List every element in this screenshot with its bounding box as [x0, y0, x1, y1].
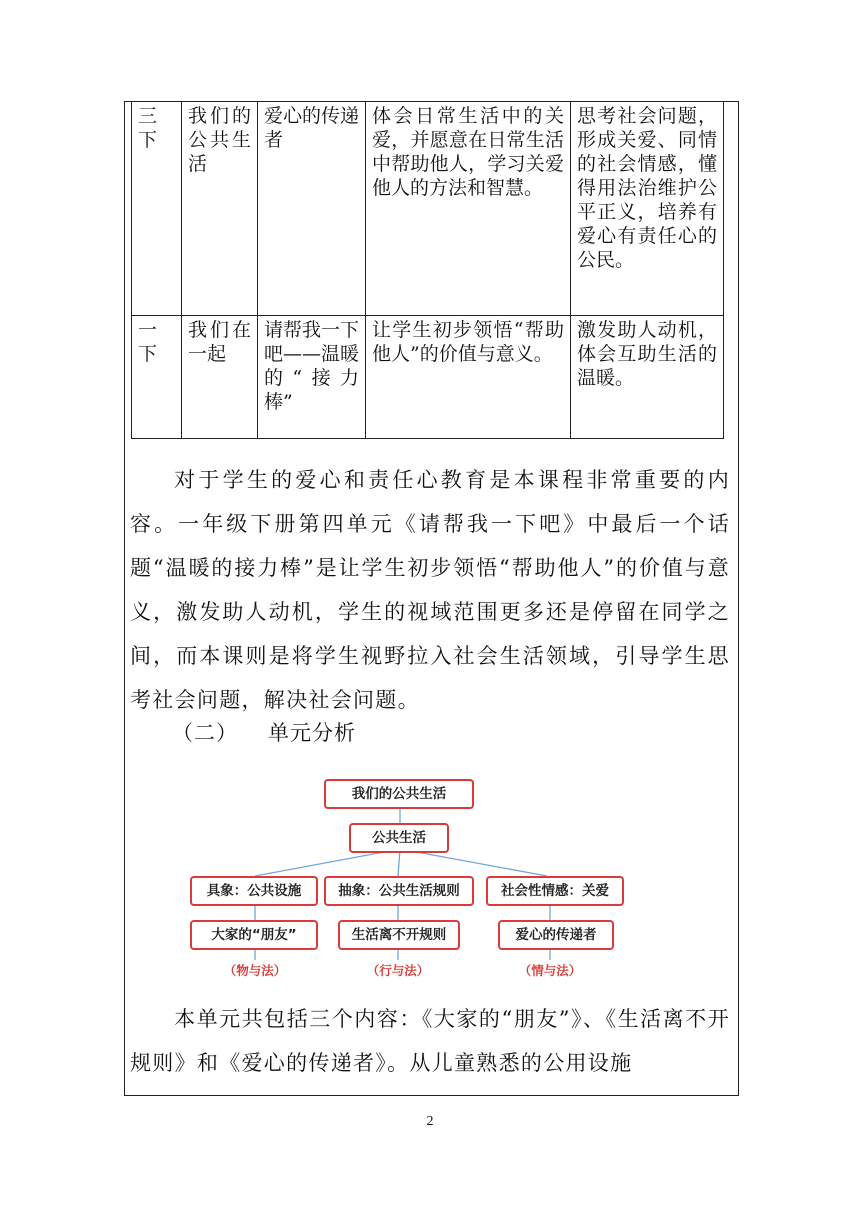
paragraph-text: 本单元共包括三个内容：《大家的“朋友”》、《生活离不开规则》和《爱心的传递者》。从儿童熟悉的公用设施: [130, 1007, 730, 1075]
unit-comparison-table: [131, 101, 724, 439]
page-number: 2: [426, 1114, 434, 1129]
lesson-cell: 请帮我一下吧——温暖的“接力棒”: [258, 316, 366, 439]
diagram-lesson-box: 大家的“朋友”: [190, 920, 318, 950]
connector-middle-center: [398, 849, 400, 876]
diagram-lesson-box: 生活离不开规则: [338, 920, 460, 950]
connector-middle-left: [255, 849, 400, 876]
goal-cell: 让学生初步领悟“帮助他人”的价值与意义。: [366, 316, 571, 439]
table-row: [132, 102, 724, 316]
value-cell: 思考社会问题，形成关爱、同情的社会情感，懂得用法治维护公平正义，培养有爱心有责任心的公民。: [571, 102, 724, 316]
grade-cell: 一下: [132, 316, 182, 439]
lesson-cell: 爱心的传递者: [258, 102, 366, 316]
diagram-tag: （物与法）: [223, 963, 287, 978]
diagram-lesson-box: 爱心的传递者: [498, 920, 614, 950]
table-row: [132, 316, 724, 439]
section-title: 单元分析: [268, 721, 356, 745]
goal-cell: 体会日常生活中的关爱，并愿意在日常生活中帮助他人，学习关爱他人的方法和智慧。: [366, 102, 571, 316]
diagram-middle-box: 公共生活: [349, 823, 449, 853]
grade-cell: 三下: [132, 102, 182, 316]
diagram-category-box: 具象：公共设施: [190, 876, 318, 906]
section-number: （二）: [172, 721, 238, 745]
unit-structure-diagram: [190, 775, 630, 985]
paragraph-text: 对于学生的爱心和责任心教育是本课程非常重要的内容。一年级下册第四单元《请帮我一下吧》中最后一个话题“温暖的接力棒”是让学生初步领悟“帮助他人”的价值与意义，激发助人动机，学生的视域范围更多还是停留在同学之间，而本课则是将学生视野拉入社会生活领域，引导学生思考社会问题，解决社会问题。: [130, 468, 730, 712]
diagram-category-box: 抽象：公共生活规则: [324, 876, 474, 906]
section-heading: [172, 718, 356, 748]
unit-cell: 我们在一起: [182, 316, 258, 439]
diagram-tag: （情与法）: [518, 963, 582, 978]
body-paragraph: [130, 458, 730, 722]
diagram-category-box: 社会性情感：关爱: [486, 876, 624, 906]
body-paragraph: [130, 997, 730, 1085]
value-cell: 激发助人动机，体会互助生活的温暖。: [571, 316, 724, 439]
connector-middle-right: [400, 849, 547, 876]
unit-cell: 我们的公共生活: [182, 102, 258, 316]
diagram-root-box: 我们的公共生活: [324, 779, 474, 809]
diagram-tag: （行与法）: [366, 963, 430, 978]
